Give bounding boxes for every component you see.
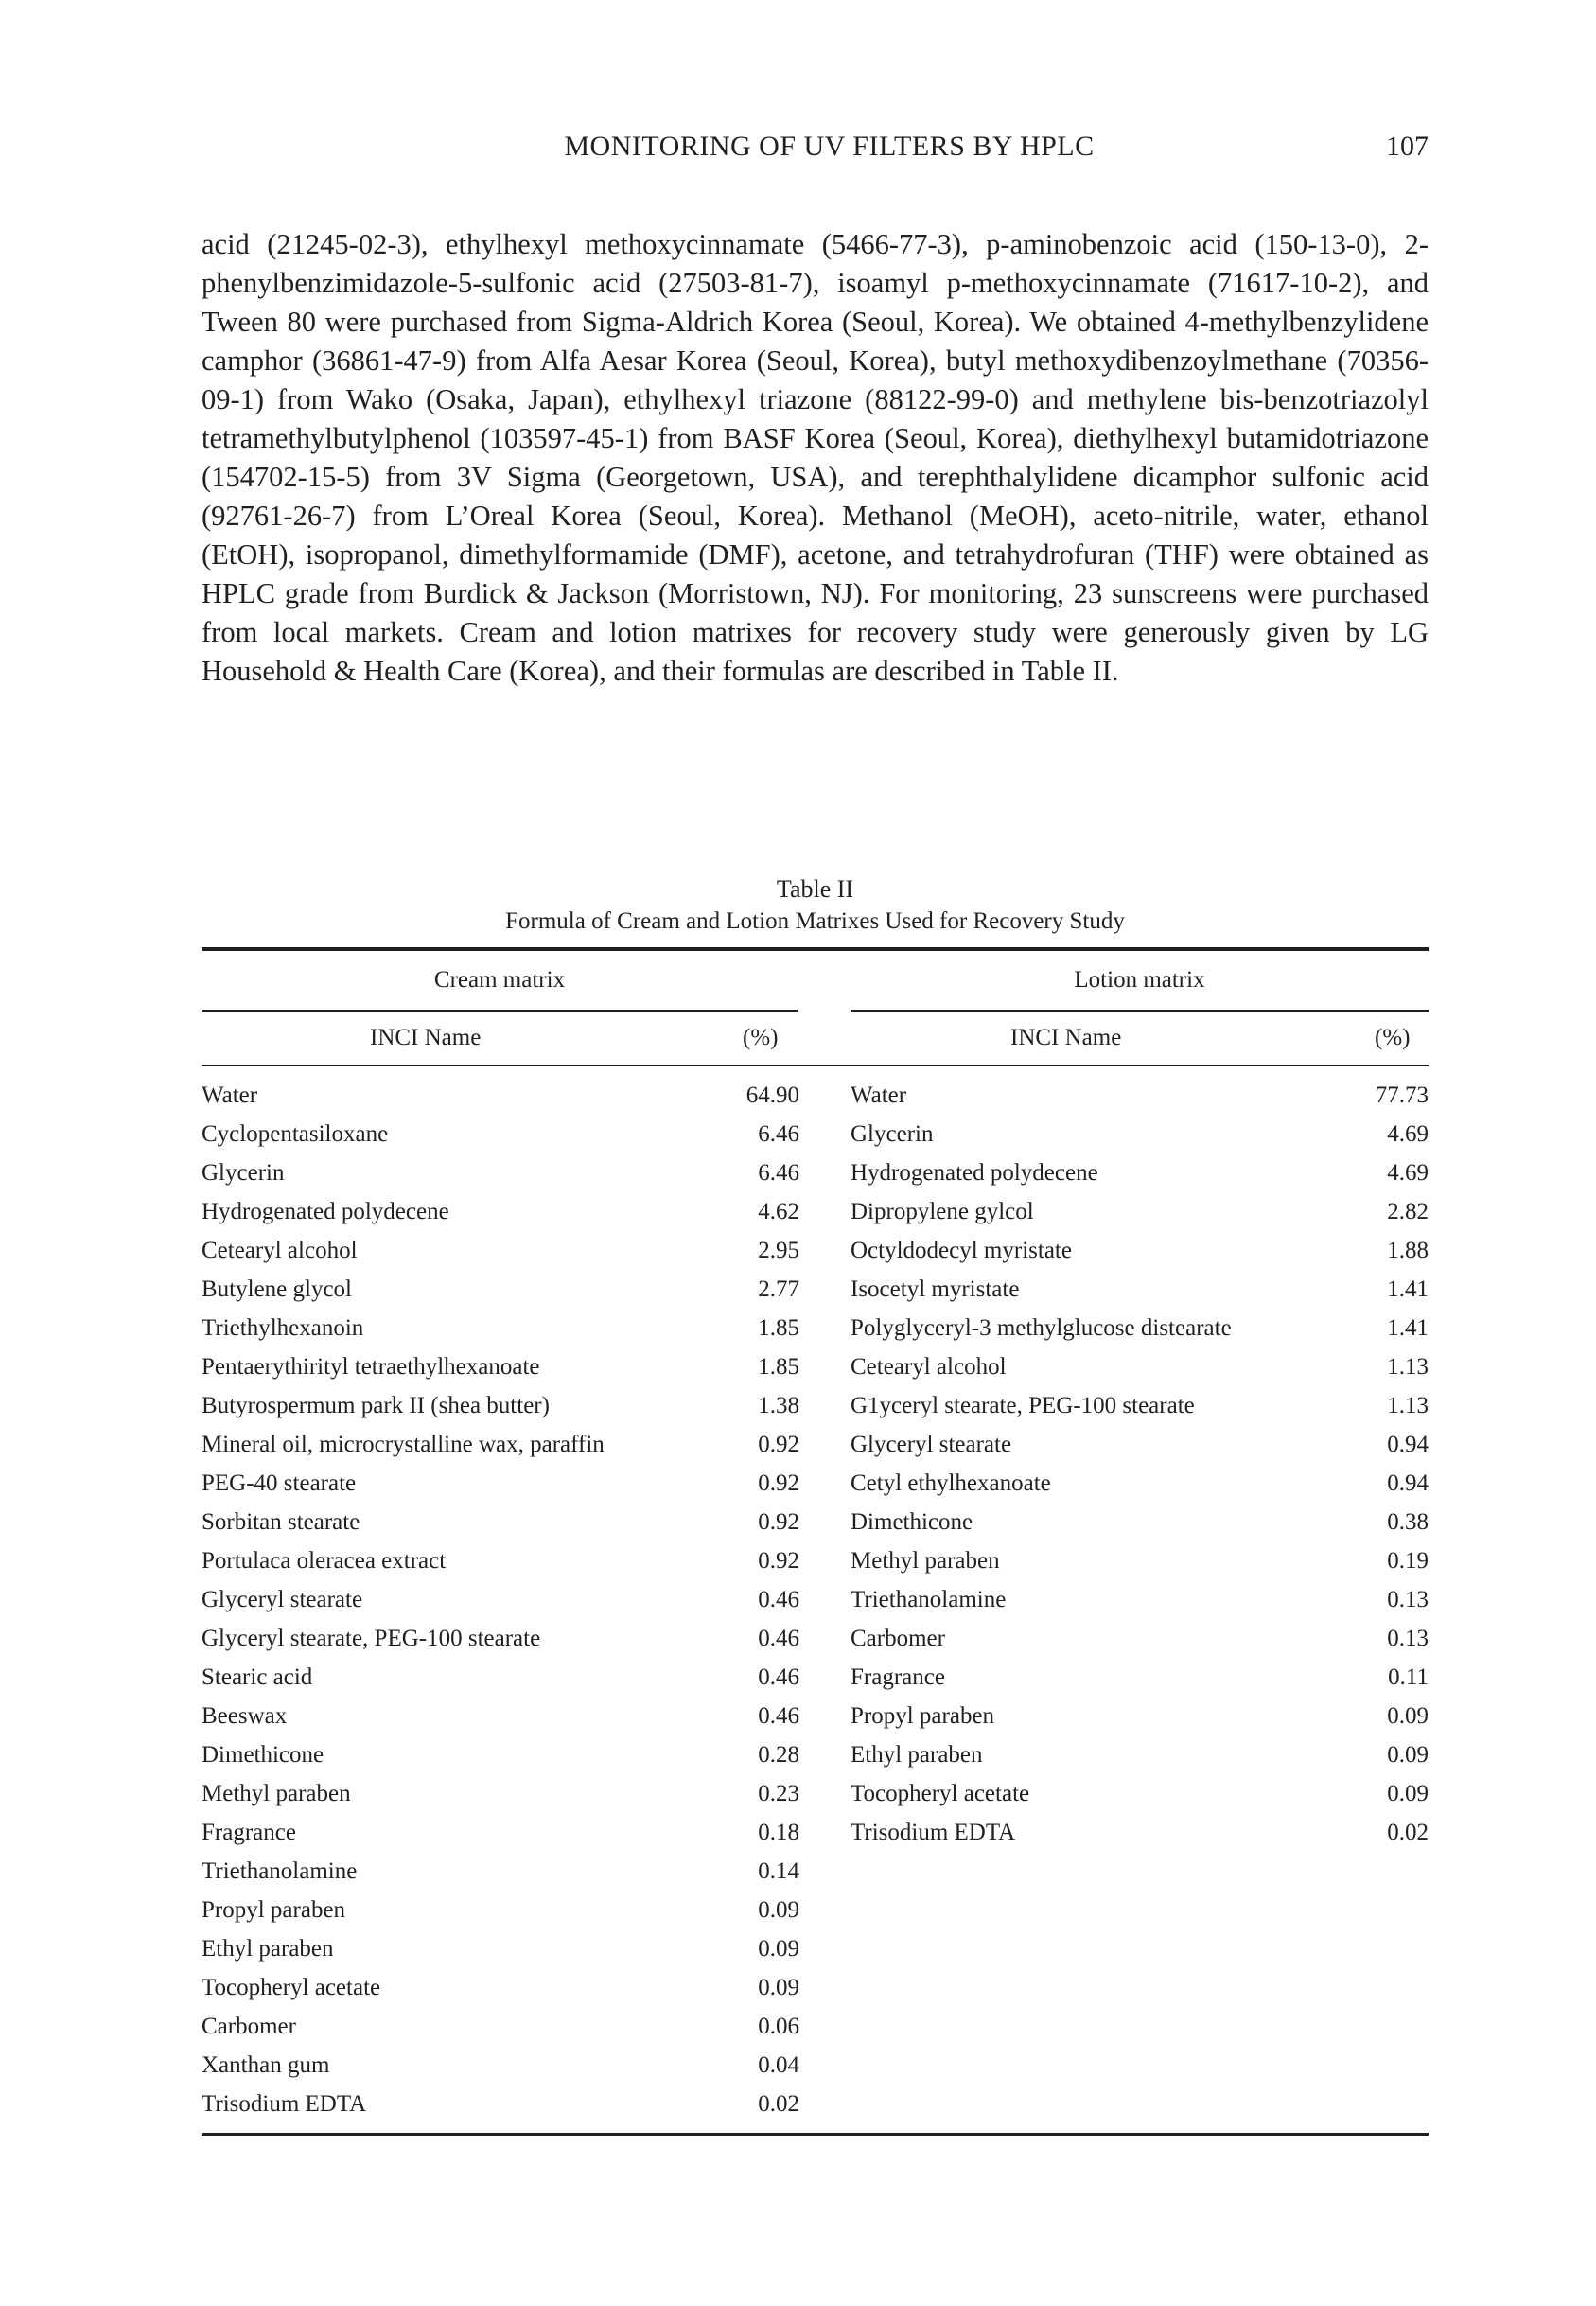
- ingredient-percent: 0.92: [758, 1548, 799, 1574]
- ingredient-name: Cetearyl alcohol: [202, 1238, 358, 1263]
- table-row: [851, 1231, 1429, 1270]
- ingredient-name: PEG-40 stearate: [202, 1470, 357, 1496]
- table-row: [202, 1658, 799, 1697]
- table-row: [202, 1929, 799, 1968]
- table-row: [851, 1541, 1429, 1580]
- group-header-cream: Cream matrix: [202, 951, 798, 1012]
- ingredient-percent: 1.85: [758, 1315, 799, 1341]
- ingredient-percent: 0.23: [758, 1781, 799, 1806]
- ingredient-percent: 0.46: [758, 1587, 799, 1612]
- ingredient-name: Tocopheryl acetate: [202, 1975, 381, 2000]
- ingredient-percent: 0.46: [758, 1703, 799, 1729]
- table-row: [202, 1464, 799, 1503]
- ingredient-percent: 1.13: [1387, 1354, 1429, 1380]
- ingredient-name: Isocetyl myristate: [851, 1276, 1020, 1302]
- table-row: [202, 1192, 799, 1231]
- table-row: [202, 1309, 799, 1347]
- table-row: [202, 1580, 799, 1619]
- ingredient-name: Water: [851, 1083, 907, 1108]
- ingredient-percent: 0.13: [1387, 1587, 1429, 1612]
- table-row: [851, 1774, 1429, 1813]
- table-label: Table II: [776, 875, 854, 903]
- ingredient-percent: 0.13: [1387, 1626, 1429, 1651]
- ingredient-name: Water: [202, 1083, 258, 1108]
- ingredient-name: Trisodium EDTA: [851, 1820, 1016, 1845]
- ingredient-name: Fragrance: [202, 1820, 296, 1845]
- table-row: [851, 1309, 1429, 1347]
- table-row: [202, 1386, 799, 1425]
- ingredient-percent: 0.06: [758, 2014, 799, 2039]
- ingredient-percent: 0.92: [758, 1509, 799, 1535]
- ingredient-percent: 0.46: [758, 1664, 799, 1690]
- ingredient-name: Portulaca oleracea extract: [202, 1548, 447, 1574]
- ingredient-name: Cetyl ethylhexanoate: [851, 1470, 1051, 1496]
- ingredient-name: Propyl paraben: [202, 1897, 346, 1923]
- table-title: Formula of Cream and Lotion Matrixes Used for Recovery Study: [505, 908, 1125, 934]
- running-head-title: MONITORING OF UV FILTERS BY HPLC: [564, 131, 1095, 162]
- ingredient-percent: 0.04: [758, 2052, 799, 2078]
- ingredient-percent: 0.92: [758, 1432, 799, 1457]
- ingredient-percent: 0.09: [758, 1975, 799, 2000]
- ingredient-percent: 4.62: [758, 1199, 799, 1224]
- ingredient-name: Beeswax: [202, 1703, 288, 1729]
- ingredient-name: Tocopheryl acetate: [851, 1781, 1030, 1806]
- ingredient-percent: 0.11: [1388, 1664, 1429, 1690]
- ingredient-name: Carbomer: [851, 1626, 945, 1651]
- ingredient-name: Butylene glycol: [202, 1276, 352, 1302]
- cream-column: [202, 1076, 799, 2123]
- ingredient-name: Glycerin: [851, 1121, 934, 1147]
- body-paragraph: acid (21245-02-3), ethylhexyl methoxycinnamate (5466-77-3), p-aminobenzoic acid (150-13-0), 2-phenylbenzimidazole-5-sulfonic acid (27503-81-7), isoamyl p-methoxycinnamate (71617-10-2), and Tween 80 were purchased from Sigma-Aldrich Korea (Seoul, Korea). We obtained 4-methylbenzylidene camphor (36861-47-9) from Alfa Aesar Korea (Seoul, Korea), butyl methoxydibenzoylmethane (70356-09-1) from Wako (Osaka, Japan), ethylhexyl triazone (88122-99-0) and methylene bis-benzotriazolyl tetramethylbutylphenol (103597-45-1) from BASF Korea (Seoul, Korea), diethylhexyl butamidotriazone (154702-15-5) from 3V Sigma (Georgetown, USA), and terephthalylidene dicamphor sulfonic acid (92761-26-7) from L’Oreal Korea (Seoul, Korea). Methanol (MeOH), aceto-nitrile, water, ethanol (EtOH), isopropanol, dimethylformamide (DMF), acetone, and tetrahydrofuran (THF) were obtained as HPLC grade from Burdick & Jackson (Morristown, NJ). For monitoring, 23 sunscreens were purchased from local markets. Cream and lotion matrixes for recovery study were generously given by LG Household & Health Care (Korea), and their formulas are described in Table II.: [202, 228, 1429, 687]
- ingredient-percent: 0.94: [1387, 1432, 1429, 1457]
- ingredient-percent: 0.46: [758, 1626, 799, 1651]
- ingredient-percent: 64.90: [745, 1083, 799, 1108]
- table-row: [851, 1580, 1429, 1619]
- table-row: [851, 1115, 1429, 1153]
- lotion-column: [851, 1076, 1429, 1852]
- table-row: [202, 1968, 799, 2007]
- ingredient-percent: 6.46: [758, 1121, 799, 1147]
- ingredient-percent: 1.88: [1387, 1238, 1429, 1263]
- table-row: [851, 1192, 1429, 1231]
- ingredient-name: Octyldodecyl myristate: [851, 1238, 1072, 1263]
- ingredient-name: Triethylhexanoin: [202, 1315, 364, 1341]
- ingredient-name: Cyclopentasiloxane: [202, 1121, 389, 1147]
- table-row: [202, 1891, 799, 1929]
- ingredient-name: Triethanolamine: [202, 1858, 358, 1884]
- ingredient-percent: 6.46: [758, 1160, 799, 1186]
- ingredient-percent: 0.18: [758, 1820, 799, 1845]
- ingredient-percent: 0.92: [758, 1470, 799, 1496]
- ingredient-name: Methyl paraben: [202, 1781, 351, 1806]
- table-row: [202, 1619, 799, 1658]
- ingredient-percent: 0.02: [1387, 1820, 1429, 1845]
- ingredient-name: Glycerin: [202, 1160, 285, 1186]
- ingredient-name: Hydrogenated polydecene: [851, 1160, 1098, 1186]
- ingredient-percent: 2.82: [1387, 1199, 1429, 1224]
- table-row: [202, 2007, 799, 2046]
- colhead-cream-name: INCI Name: [370, 1025, 482, 1050]
- body-text: [202, 225, 1429, 691]
- ingredient-name: Dimethicone: [202, 1742, 324, 1768]
- running-head: [202, 131, 1429, 168]
- colhead-lotion-percent: (%): [1375, 1025, 1411, 1050]
- ingredient-name: Dimethicone: [851, 1509, 973, 1535]
- ingredient-percent: 0.09: [1387, 1781, 1429, 1806]
- ingredient-name: Stearic acid: [202, 1664, 313, 1690]
- ingredient-percent: 77.73: [1375, 1083, 1429, 1108]
- page-number: 107: [1386, 131, 1429, 162]
- ingredient-percent: 1.13: [1387, 1393, 1429, 1418]
- ingredient-name: Glyceryl stearate: [202, 1587, 363, 1612]
- table-row: [202, 1347, 799, 1386]
- ingredient-name: Mineral oil, microcrystalline wax, paraffin: [202, 1432, 605, 1457]
- ingredient-name: Fragrance: [851, 1664, 945, 1690]
- table-bottom-rule: [202, 2133, 1429, 2136]
- ingredient-name: Methyl paraben: [851, 1548, 1000, 1574]
- table-row: [851, 1425, 1429, 1464]
- table-row: [851, 1386, 1429, 1425]
- ingredient-name: Pentaerythirityl tetraethylhexanoate: [202, 1354, 540, 1380]
- table-row: [851, 1076, 1429, 1115]
- table-row: [202, 1425, 799, 1464]
- ingredient-name: Xanthan gum: [202, 2052, 330, 2078]
- table-row: [202, 2085, 799, 2123]
- ingredient-percent: 4.69: [1387, 1160, 1429, 1186]
- ingredient-percent: 0.09: [758, 1936, 799, 1962]
- ingredient-percent: 0.28: [758, 1742, 799, 1768]
- ingredient-percent: 0.94: [1387, 1470, 1429, 1496]
- table-group-headers: [202, 951, 1429, 1012]
- colhead-cream-percent: (%): [743, 1025, 779, 1050]
- ingredient-percent: 1.38: [758, 1393, 799, 1418]
- table-row: [202, 1541, 799, 1580]
- ingredient-name: Trisodium EDTA: [202, 2091, 367, 2117]
- table-row: [202, 1774, 799, 1813]
- table-row: [851, 1735, 1429, 1774]
- ingredient-percent: 0.09: [758, 1897, 799, 1923]
- table-row: [202, 1076, 799, 1115]
- table-row: [202, 1503, 799, 1541]
- table-row: [202, 1735, 799, 1774]
- ingredient-name: G1yceryl stearate, PEG-100 stearate: [851, 1393, 1195, 1418]
- ingredient-name: Ethyl paraben: [202, 1936, 334, 1962]
- table-row: [851, 1619, 1429, 1658]
- ingredient-name: Propyl paraben: [851, 1703, 995, 1729]
- table-row: [851, 1658, 1429, 1697]
- table-row: [851, 1813, 1429, 1852]
- table-row: [851, 1464, 1429, 1503]
- ingredient-name: Triethanolamine: [851, 1587, 1007, 1612]
- ingredient-percent: 2.95: [758, 1238, 799, 1263]
- ingredient-percent: 0.19: [1387, 1548, 1429, 1574]
- table-row: [851, 1347, 1429, 1386]
- ingredient-percent: 0.09: [1387, 1742, 1429, 1768]
- ingredient-percent: 1.41: [1387, 1315, 1429, 1341]
- ingredient-name: Carbomer: [202, 2014, 296, 2039]
- table-row: [202, 1115, 799, 1153]
- table-caption: [202, 873, 1429, 938]
- table-row: [851, 1503, 1429, 1541]
- ingredient-percent: 0.38: [1387, 1509, 1429, 1535]
- table-row: [202, 1697, 799, 1735]
- ingredient-name: Glyceryl stearate: [851, 1432, 1012, 1457]
- ingredient-percent: 2.77: [758, 1276, 799, 1302]
- table-row: [202, 1153, 799, 1192]
- table-row: [202, 1231, 799, 1270]
- ingredient-name: Dipropylene gylcol: [851, 1199, 1034, 1224]
- ingredient-name: Sorbitan stearate: [202, 1509, 360, 1535]
- table-row: [202, 2046, 799, 2085]
- ingredient-name: Polyglyceryl-3 methylglucose distearate: [851, 1315, 1232, 1341]
- table-row: [202, 1852, 799, 1891]
- ingredient-percent: 4.69: [1387, 1121, 1429, 1147]
- ingredient-name: Glyceryl stearate, PEG-100 stearate: [202, 1626, 541, 1651]
- table-row: [202, 1813, 799, 1852]
- group-header-lotion: Lotion matrix: [851, 951, 1429, 1012]
- colhead-lotion-name: INCI Name: [1010, 1025, 1122, 1050]
- ingredient-name: Ethyl paraben: [851, 1742, 983, 1768]
- table-row: [851, 1153, 1429, 1192]
- ingredient-percent: 0.09: [1387, 1703, 1429, 1729]
- ingredient-percent: 1.85: [758, 1354, 799, 1380]
- ingredient-name: Cetearyl alcohol: [851, 1354, 1007, 1380]
- table-ii: [202, 873, 1429, 2117]
- ingredient-percent: 0.02: [758, 2091, 799, 2117]
- ingredient-percent: 1.41: [1387, 1276, 1429, 1302]
- table-row: [202, 1270, 799, 1309]
- table-row: [851, 1697, 1429, 1735]
- ingredient-name: Hydrogenated polydecene: [202, 1199, 449, 1224]
- table-column-headers: [202, 1012, 1429, 1066]
- table-row: [851, 1270, 1429, 1309]
- ingredient-percent: 0.14: [758, 1858, 799, 1884]
- ingredient-name: Butyrospermum park II (shea butter): [202, 1393, 550, 1418]
